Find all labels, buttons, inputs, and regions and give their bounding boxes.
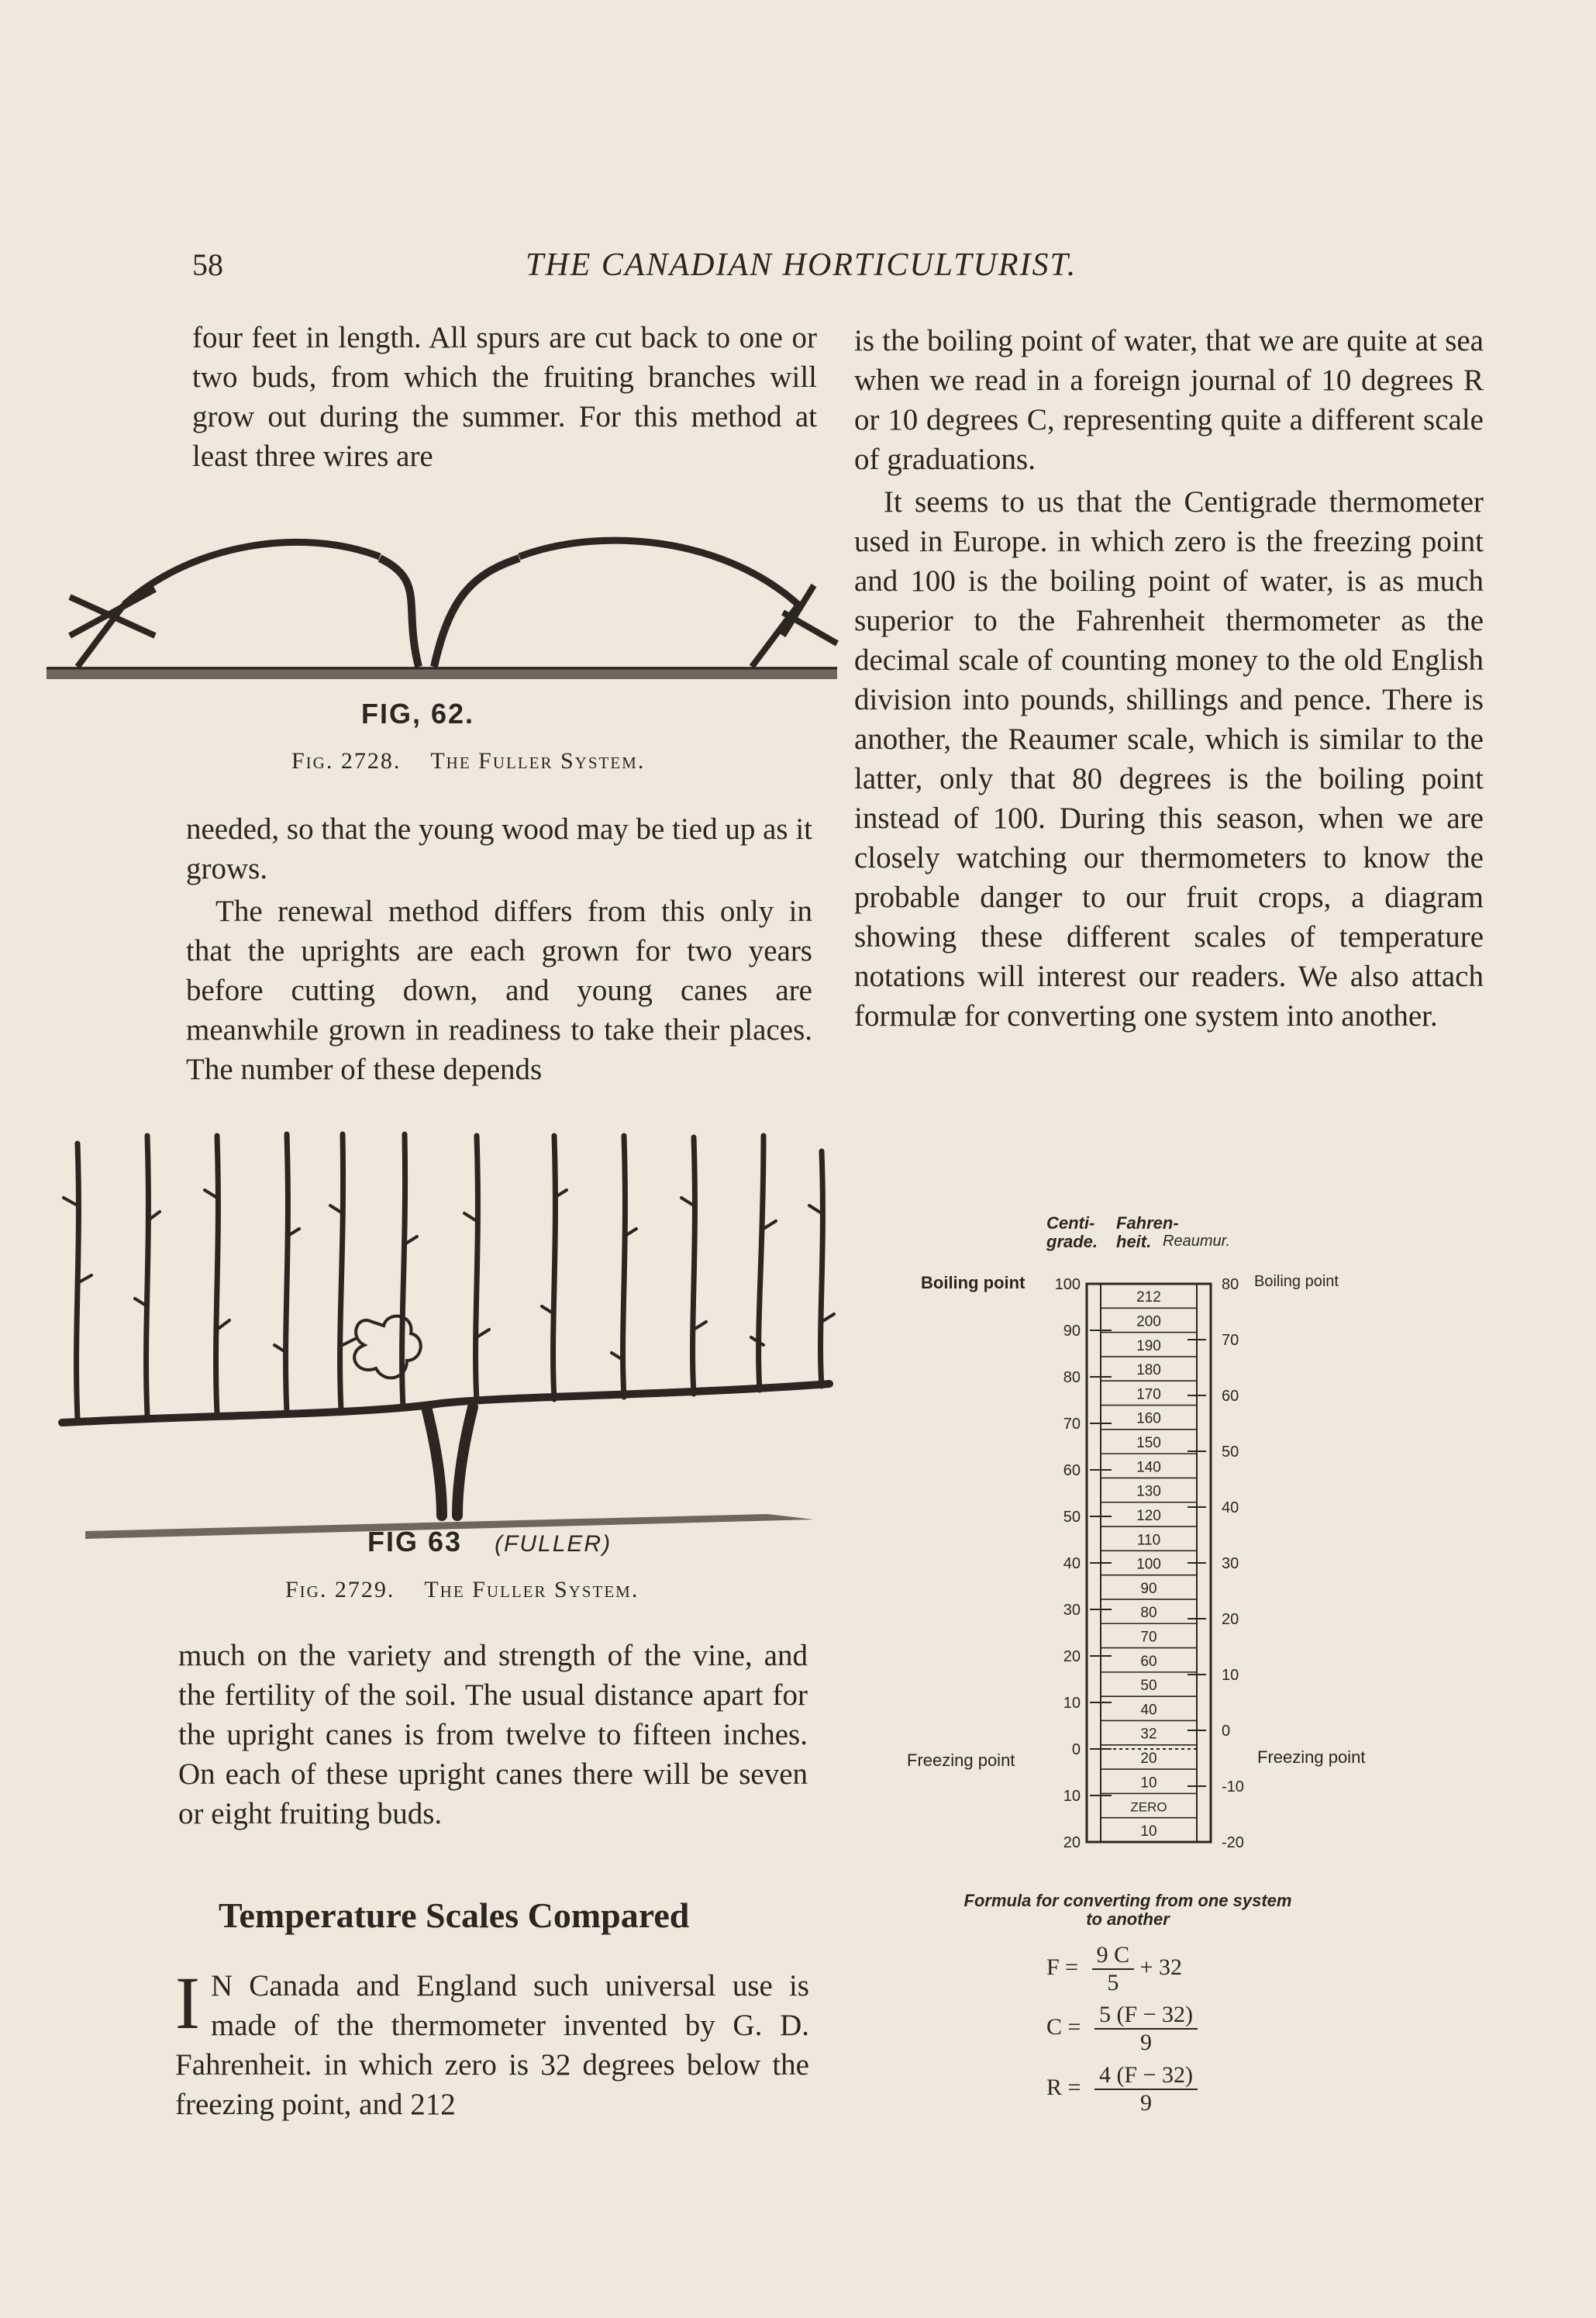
formula-f: F = $\frac{9 C}{5}$ + 32 [1046, 1942, 1183, 1995]
fig63-caption [285, 1577, 639, 1603]
fahrenheit-tick-label: ZERO [1130, 1799, 1167, 1815]
reaumur-tick-label: 50 [1222, 1444, 1239, 1461]
boiling-point-right: Boiling point [1254, 1273, 1339, 1290]
reaumur-tick-label: 20 [1222, 1611, 1239, 1628]
formula-f-numerator: 9 C [1092, 1942, 1135, 1970]
reaumur-tick-label: 30 [1222, 1555, 1239, 1572]
fahrenheit-tick-label: 10 [1140, 1823, 1157, 1840]
fig62-label: FIG, 62. [361, 698, 475, 730]
freezing-point-right: Freezing point [1257, 1747, 1366, 1767]
formula-c-denominator: 9 [1139, 2030, 1152, 2055]
running-title: THE CANADIAN HORTICULTURIST. [526, 247, 1077, 283]
fahrenheit-tick-label: 20 [1140, 1751, 1157, 1767]
formula-caption: Formula for converting from one system to another [963, 1891, 1292, 1929]
centigrade-tick-label: 90 [1063, 1323, 1081, 1340]
reaumur-tick-label: 60 [1222, 1388, 1239, 1405]
fahrenheit-tick-label: 160 [1136, 1410, 1161, 1427]
fig62-caption-fig: Fig. 2728. [291, 748, 402, 774]
formula-f-denominator: 5 [1107, 1970, 1119, 1995]
fig63-caption-title: The Fuller System. [424, 1577, 639, 1602]
centigrade-tick-label: 60 [1063, 1462, 1081, 1479]
header-reaumur: Reaumur. [1163, 1233, 1231, 1250]
fahrenheit-tick-label: 180 [1136, 1362, 1161, 1379]
formula-r: R = $\frac{4 (F - 32)}{9}$ [1046, 2062, 1198, 2116]
fahrenheit-tick-label: 80 [1140, 1605, 1157, 1622]
left-paragraph-1: four feet in length. All spurs are cut back to one or two buds, from which the fruiting branches will grow out during the summer. For this method at least three wires are [192, 321, 817, 473]
fahrenheit-tick-label: 170 [1136, 1386, 1161, 1403]
right-paragraphs [854, 321, 1484, 1036]
fahrenheit-tick-label: 110 [1136, 1532, 1161, 1549]
left-paragraph-3: The renewal method differs from this only in that the uprights are each grown for two years before cutting down, and young canes are meanwhile grown in readiness to take their places. The number of these depends [186, 895, 812, 1086]
fahrenheit-tick-label: 70 [1140, 1629, 1157, 1646]
fig63-illustration [54, 1128, 853, 1539]
left-paragraph-2-3 [186, 809, 812, 1089]
fahrenheit-tick-label: 190 [1136, 1337, 1161, 1354]
fig63-caption-fig: Fig. 2729. [285, 1577, 395, 1602]
reaumur-tick-label: 40 [1222, 1499, 1239, 1516]
left-paragraph-4: much on the variety and strength of the vine, and the fertility of the soil. The usual distance apart for the upright canes is from twelve to fifteen inches. On each of these upright canes there will be seven or eight fruiting buds. [178, 1639, 808, 1830]
formula-r-numerator: 4 (F − 32) [1094, 2062, 1198, 2090]
centigrade-tick-label: 30 [1063, 1602, 1081, 1619]
header-fahrenheit: Fahren- heit. [1116, 1213, 1179, 1251]
fahrenheit-tick-label: 130 [1136, 1483, 1161, 1500]
freezing-point-left: Freezing point [907, 1751, 1015, 1770]
fahrenheit-tick-label: 40 [1140, 1702, 1157, 1719]
page-header [192, 247, 1153, 293]
centigrade-tick-label: 70 [1063, 1416, 1081, 1433]
fig62-illustration [39, 512, 845, 698]
header-centigrade: Centi- grade. [1046, 1213, 1098, 1251]
reaumur-tick-label: 0 [1222, 1723, 1231, 1740]
fig63-label: FIG 63 (FULLER) [367, 1526, 612, 1557]
fig62-caption-title: The Fuller System. [430, 748, 646, 774]
boiling-point-left: Boiling point [921, 1273, 1026, 1292]
article-title: Temperature Scales Compared [219, 1895, 690, 1935]
centigrade-tick-label: 0 [1071, 1741, 1081, 1758]
fahrenheit-tick-label: 150 [1136, 1435, 1161, 1452]
reaumur-tick-label: 80 [1222, 1276, 1239, 1293]
formula-r-denominator: 9 [1139, 2090, 1152, 2116]
centigrade-tick-label: 20 [1063, 1834, 1081, 1851]
left-paragraph-2: needed, so that the young wood may be tied up as it grows. [186, 812, 812, 885]
right-paragraph-2: It seems to us that the Centigrade thermometer used in Europe. in which zero is the freezing point and 100 is the boiling point of water, is as much superior to the Fahrenheit thermometer as the decimal scale of counting money to the old English division into pounds, shillings and pence. There is another, the Reaumer scale, which is similar to the latter, only that 80 degrees is the boiling point instead of 100. During this season, when we are closely watching our thermometers to know the probable danger to our fruit crops, a diagram showing these different scales of temperature notations will interest our readers. We also attach formulæ for converting one system into another. [854, 485, 1484, 1033]
fig62-caption [291, 748, 645, 774]
reaumur-tick-label: -10 [1222, 1778, 1244, 1795]
fahrenheit-tick-label: 100 [1136, 1556, 1161, 1573]
centigrade-tick-label: 10 [1063, 1695, 1081, 1712]
fahrenheit-tick-label: 50 [1140, 1678, 1157, 1695]
fahrenheit-tick-label: 200 [1136, 1313, 1161, 1330]
centigrade-tick-label: 10 [1063, 1788, 1081, 1805]
right-paragraph-1: is the boiling point of water, that we are quite at sea when we read in a foreign journal of 10 degrees R or 10 degrees C, representing quite a different scale of graduations. [854, 324, 1484, 476]
centigrade-tick-label: 40 [1063, 1555, 1081, 1572]
centigrade-tick-label: 20 [1063, 1648, 1081, 1665]
fahrenheit-tick-label: 212 [1136, 1289, 1161, 1306]
fig63-label-sub: (FULLER) [495, 1531, 612, 1557]
fahrenheit-tick-label: 32 [1140, 1726, 1157, 1743]
formula-c-numerator: 5 (F − 32) [1094, 2002, 1198, 2030]
centigrade-tick-label: 50 [1063, 1509, 1081, 1526]
centigrade-tick-label: 100 [1054, 1276, 1081, 1293]
reaumur-tick-label: 10 [1222, 1667, 1239, 1684]
thermometer-scales [853, 1209, 1442, 1884]
fahrenheit-tick-label: 120 [1136, 1507, 1161, 1524]
formula-c: C = $\frac{5 (F - 32)}{9}$ [1046, 2002, 1198, 2056]
drop-cap: I [175, 1961, 200, 2044]
reaumur-tick-label: -20 [1222, 1834, 1244, 1851]
thermometer-diagram [853, 1209, 1442, 1929]
fahrenheit-tick-label: 60 [1140, 1653, 1157, 1670]
fahrenheit-tick-label: 10 [1140, 1775, 1157, 1792]
article-paragraph-1: I N Canada and England such universal use is made of the thermometer invented by G. D. Fahrenheit. in which zero is 32 degrees below the freezing point, and 212 [175, 1961, 809, 2121]
centigrade-tick-label: 80 [1063, 1369, 1081, 1386]
fahrenheit-tick-label: 90 [1140, 1580, 1157, 1597]
fahrenheit-tick-label: 140 [1136, 1459, 1161, 1476]
page-number: 58 [192, 247, 223, 282]
reaumur-tick-label: 70 [1222, 1332, 1239, 1349]
